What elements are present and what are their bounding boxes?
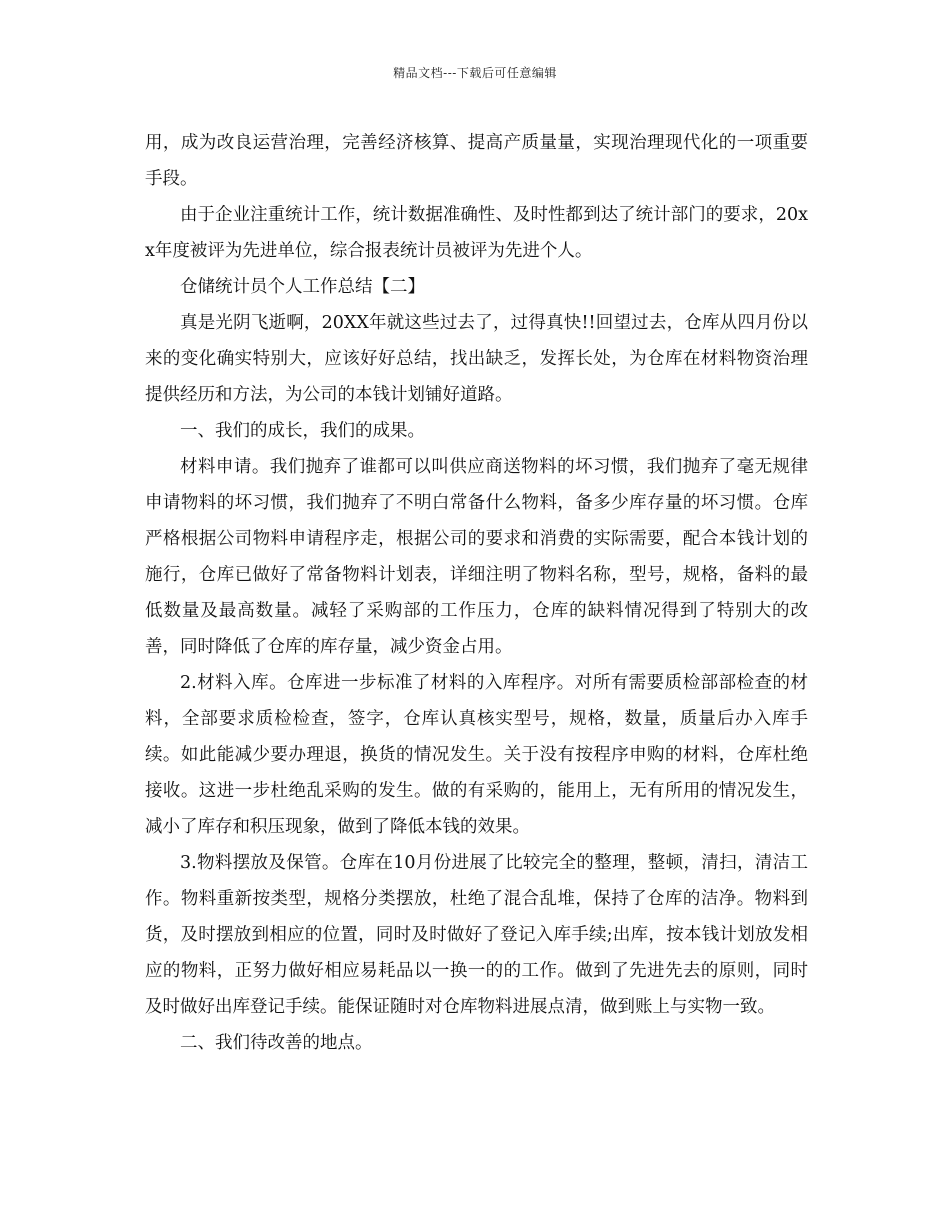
section-title: 仓储统计员个人工作总结【二】 bbox=[180, 277, 425, 297]
paragraph-material-storage: 3.物料摆放及保管。仓库在10月份进展了比较完全的整理，整顿，清扫，清洁工作。物料重新按类型，规格分类摆放，杜绝了混合乱堆，保持了仓库的洁净。物料到货，及时摆放到相应的位置，同时及时做好了登记入库手续;出库，按本钱计划放发相应的物料，正努力做好相应易耗品以一换一的的工作。做到了先进先去的原则，同时及时做好出库登记手续。能保证随时对仓库物料进展点清，做到账上与实物一致。 bbox=[145, 853, 808, 1017]
heading-improvement: 二、我们待改善的地点。 bbox=[180, 1033, 373, 1053]
paragraph-intro: 真是光阴飞逝啊，20XX年就这些过去了，过得真快!!回望过去，仓库从四月份以来的变化确实特别大，应该好好总结，找出缺乏，发挥长处，为仓库在材料物资治理提供经历和方法，为公司的本钱计划铺好道路。 bbox=[145, 313, 808, 405]
document-body bbox=[145, 125, 808, 1061]
paragraph-2: 由于企业注重统计工作，统计数据准确性、及时性都到达了统计部门的要求，20xx年度被评为先进单位，综合报表统计员被评为先进个人。 bbox=[145, 205, 808, 261]
paragraph-1: 用，成为改良运营治理，完善经济核算、提高产质量量，实现治理现代化的一项重要手段。 bbox=[145, 133, 808, 189]
paragraph-material-request: 材料申请。我们抛弃了谁都可以叫供应商送物料的坏习惯，我们抛弃了毫无规律申请物料的坏习惯，我们抛弃了不明白常备什么物料，备多少库存量的坏习惯。仓库严格根据公司物料申请程序走，根据公司的要求和消费的实际需要，配合本钱计划的施行，仓库已做好了常备物料计划表，详细注明了物料名称，型号，规格，备料的最低数量及最高数量。减轻了采购部的工作压力，仓库的缺料情况得到了特别大的改善，同时降低了仓库的库存量，减少资金占用。 bbox=[145, 457, 808, 657]
page-header: 精品文档---下载后可任意编辑 bbox=[393, 66, 557, 80]
paragraph-material-inbound: 2.材料入库。仓库进一步标准了材料的入库程序。对所有需要质检部部检查的材料，全部要求质检检查，签字，仓库认真核实型号，规格，数量，质量后办入库手续。如此能减少要办理退，换货的情况发生。关于没有按程序申购的材料，仓库杜绝接收。这进一步杜绝乱采购的发生。做的有采购的，能用上，无有所用的情况发生，减小了库存和积压现象，做到了降低本钱的效果。 bbox=[145, 673, 808, 837]
heading-growth: 一、我们的成长，我们的成果。 bbox=[180, 421, 425, 441]
